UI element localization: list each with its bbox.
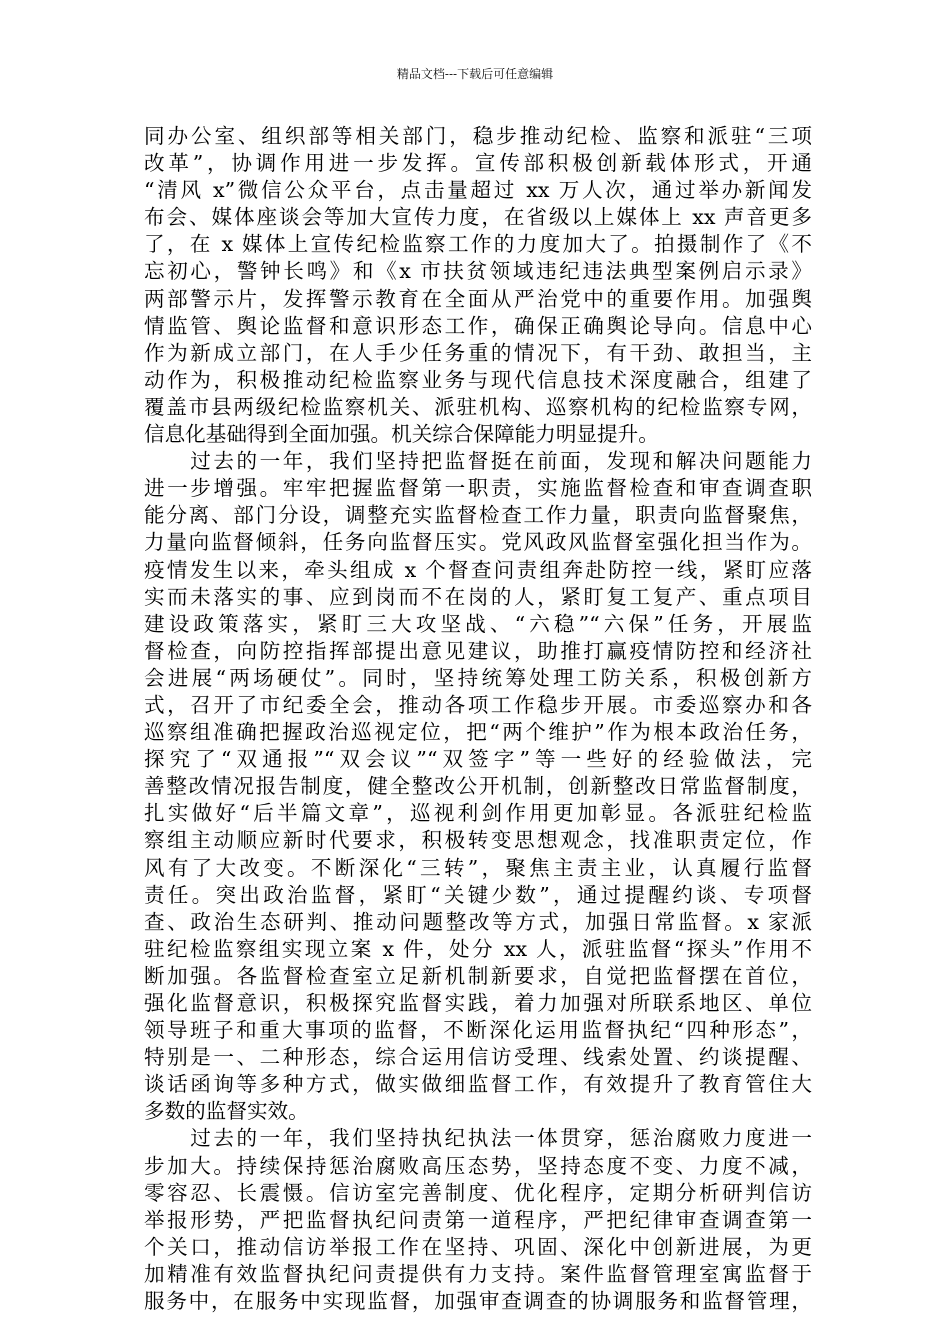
text-line: 改革”，协调作用进一步发挥。宣传部积极创新载体形式，开通 bbox=[144, 151, 812, 176]
text-line: 个关口，推动信访举报工作在坚持、巩固、深化中创新进展，为更 bbox=[144, 1234, 812, 1259]
text-line: 督检查，向防控指挥部提出意见建议，助推打赢疫情防控和经济社 bbox=[144, 638, 812, 663]
text-line: 断加强。各监督检查室立足新机制新要求，自觉把监督摆在首位， bbox=[144, 963, 812, 988]
text-line: 特别是一、二种形态，综合运用信访受理、线索处置、约谈提醒、 bbox=[144, 1045, 812, 1070]
page-header: 精品文档---下载后可任意编辑 bbox=[396, 67, 554, 81]
text-line: 风有了大改变。不断深化“三转”，聚焦主责主业，认真履行监督 bbox=[144, 855, 812, 880]
text-line: 信息化基础得到全面加强。机关综合保障能力明显提升。 bbox=[144, 422, 659, 447]
text-line: 加精准有效监督执纪问责提供有力支持。案件监督管理室寓监督于 bbox=[144, 1261, 812, 1286]
text-line: 强化监督意识，积极探究监督实践，着力加强对所联系地区、单位 bbox=[144, 991, 812, 1015]
text-line: 零容忍、长震慑。信访室完善制度、优化程序，定期分析研判信访 bbox=[144, 1180, 812, 1205]
paragraph-3 bbox=[144, 1125, 812, 1315]
text-line: 服务中，在服务中实现监督，加强审查调查的协调服务和监督管理， bbox=[144, 1289, 812, 1314]
text-line: 察组主动顺应新时代要求，积极转变思想观念，找准职责定位，作 bbox=[144, 828, 812, 853]
text-line: 驻纪检监察组实现立案 x 件，处分 xx 人，派驻监督“探头”作用不 bbox=[144, 936, 812, 961]
text-line: 善整改情况报告制度，健全整改公开机制，创新整改日常监督制度， bbox=[144, 774, 812, 799]
text-line: 举报形势，严把监督执纪问责第一道程序，严把纪律审查调查第一 bbox=[144, 1207, 812, 1232]
text-line: 了，在 x 媒体上宣传纪检监察工作的力度加大了。拍摄制作了《不 bbox=[144, 232, 812, 257]
text-line: 实而未落实的事、应到岗而不在岗的人，紧盯复工复产、重点项目 bbox=[144, 584, 812, 609]
document-body bbox=[144, 123, 812, 1315]
text-line: 情监管、舆论监督和意识形态工作，确保正确舆论导向。信息中心 bbox=[144, 313, 812, 338]
text-line: 作为新成立部门，在人手少任务重的情况下，有干劲、敢担当，主 bbox=[144, 340, 812, 365]
text-line: 进一步增强。牢牢把握监督第一职责，实施监督检查和审查调查职 bbox=[144, 476, 812, 501]
text-line: 责任。突出政治监督，紧盯“关键少数”，通过提醒约谈、专项督 bbox=[144, 882, 812, 907]
text-line: 谈话函询等多种方式，做实做细监督工作，有效提升了教育管住大 bbox=[144, 1072, 812, 1097]
text-line: 覆盖市县两级纪检监察机关、派驻机构、巡察机构的纪检监察专网， bbox=[144, 394, 812, 419]
text-line: 步加大。持续保持惩治腐败高压态势，坚持态度不变、力度不减， bbox=[144, 1153, 812, 1178]
text-line: 多数的监督实效。 bbox=[144, 1099, 309, 1124]
text-line: 两部警示片，发挥警示教育在全面从严治党中的重要作用。加强舆 bbox=[144, 286, 812, 311]
text-line: 式，召开了市纪委全会，推动各项工作稳步开展。市委巡察办和各 bbox=[144, 692, 812, 717]
text-line: 会进展“两场硬仗”。同时，坚持统筹处理工防关系，积极创新方 bbox=[144, 665, 812, 690]
text-line: 力量向监督倾斜，任务向监督压实。党风政风监督室强化担当作为。 bbox=[144, 530, 812, 555]
text-line: 查、政治生态研判、推动问题整改等方式，加强日常监督。x 家派 bbox=[144, 909, 812, 934]
text-line: “清风 x”微信公众平台，点击量超过 xx 万人次，通过举办新闻发 bbox=[144, 178, 812, 203]
text-line: 能分离、部门分设，调整充实监督检查工作力量，职责向监督聚焦， bbox=[144, 503, 812, 528]
text-line: 动作为，积极推动纪检监察业务与现代信息技术深度融合，组建了 bbox=[144, 367, 812, 392]
text-line: 领导班子和重大事项的监督，不断深化运用监督执纪“四种形态”， bbox=[144, 1018, 812, 1043]
text-line: 探究了“双通报”“双会议”“双签字”等一些好的经验做法，完 bbox=[144, 747, 812, 772]
text-line: 疫情发生以来，牵头组成 x 个督查问责组奔赴防控一线，紧盯应落 bbox=[144, 557, 812, 582]
text-line: 过去的一年，我们坚持执纪执法一体贯穿，惩治腐败力度进一 bbox=[144, 1126, 812, 1151]
text-line: 同办公室、组织部等相关部门，稳步推动纪检、监察和派驻“三项 bbox=[144, 124, 812, 148]
paragraph-2 bbox=[144, 448, 812, 1125]
text-line: 过去的一年，我们坚持把监督挺在前面，发现和解决问题能力 bbox=[144, 449, 812, 474]
text-line: 忘初心，警钟长鸣》和《x 市扶贫领域违纪违法典型案例启示录》 bbox=[144, 259, 812, 284]
text-line: 扎实做好“后半篇文章”，巡视利剑作用更加彰显。各派驻纪检监 bbox=[144, 801, 812, 826]
text-line: 建设政策落实，紧盯三大攻坚战、“六稳”“六保”任务，开展监 bbox=[144, 611, 812, 636]
paragraph-1 bbox=[144, 123, 812, 448]
text-line: 布会、媒体座谈会等加大宣传力度，在省级以上媒体上 xx 声音更多 bbox=[144, 205, 812, 230]
text-line: 巡察组准确把握政治巡视定位，把“两个维护”作为根本政治任务， bbox=[144, 720, 812, 745]
